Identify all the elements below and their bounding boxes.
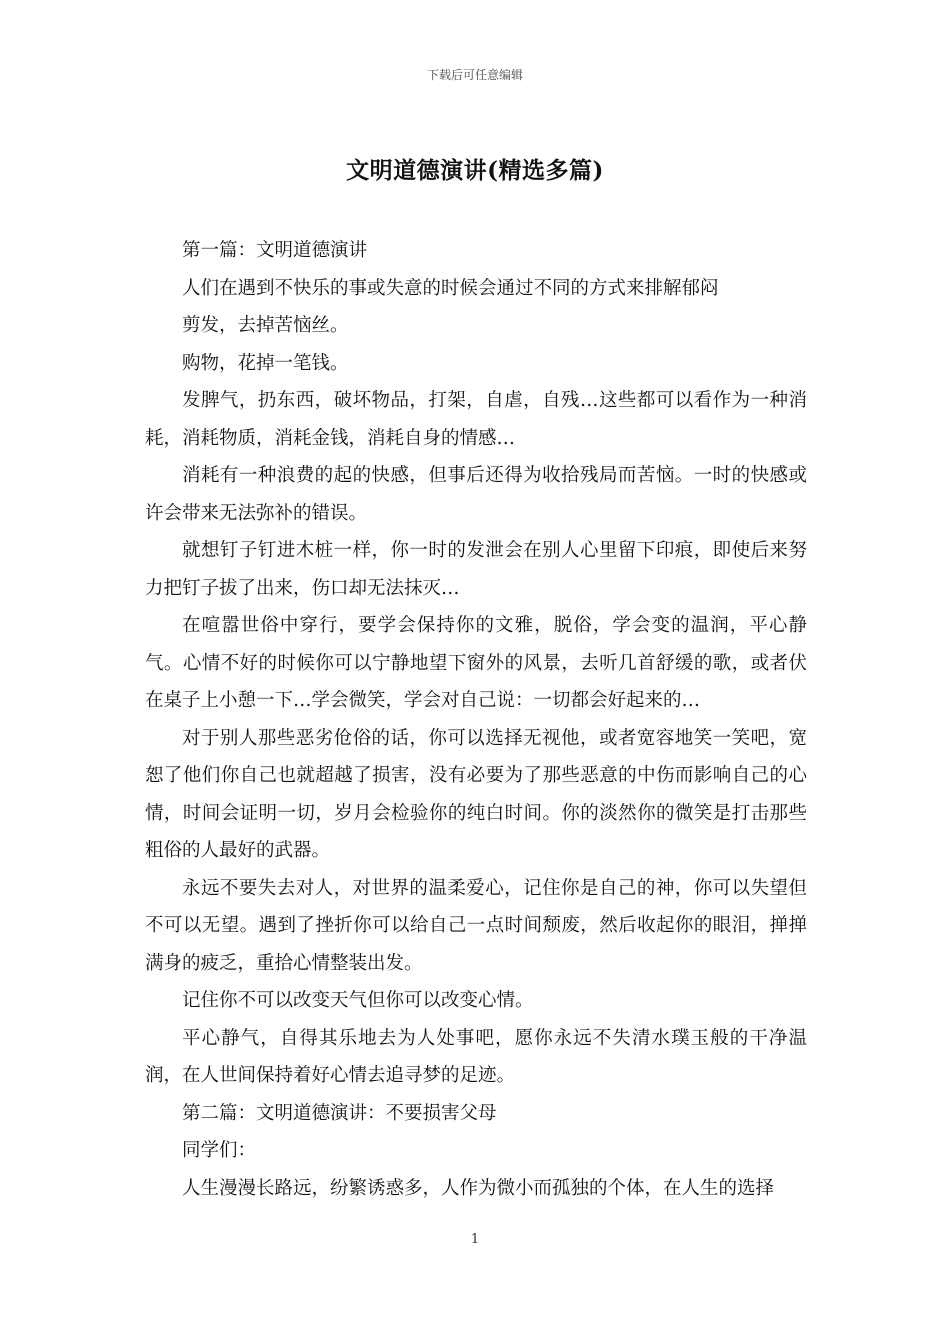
page-number: 1 [470, 1232, 480, 1247]
paragraph: 永远不要失去对人，对世界的温柔爱心，记住你是自己的神，你可以失望但不可以无望。遇到了挫折你可以给自己一点时间颓废，然后收起你的眼泪，掸掸满身的疲乏，重拾心情整装出发。 [145, 877, 807, 974]
paragraph: 同学们： [182, 1140, 257, 1161]
paragraph: 购物，花掉一笔钱。 [182, 352, 349, 374]
paragraph: 人生漫漫长路远，纷繁诱惑多，人作为微小而孤独的个体，在人生的选择 [182, 1177, 775, 1199]
paragraph: 发脾气，扔东西，破坏物品，打架，自虐，自残…这些都可以看作为一种消耗，消耗物质，消耗金钱，消耗自身的情感… [145, 390, 807, 449]
paragraph: 消耗有一种浪费的起的快感，但事后还得为收拾残局而苦恼。一时的快感或许会带来无法弥补的错误。 [145, 465, 807, 524]
paragraph: 平心静气，自得其乐地去为人处事吧，愿你永远不失清水璞玉般的干净温润，在人世间保持着好心情去追寻梦的足迹。 [145, 1027, 807, 1086]
document-body [145, 232, 807, 1207]
paragraph: 在喧嚣世俗中穿行，要学会保持你的文雅，脱俗，学会变的温润，平心静气。心情不好的时候你可以宁静地望下窗外的风景，去听几首舒缓的歌，或者伏在桌子上小憩一下…学会微笑，学会对自己说：一切都会好起来的… [145, 615, 807, 711]
paragraph: 剪发，去掉苦恼丝。 [182, 315, 349, 336]
paragraph: 就想钉子钉进木桩一样，你一时的发泄会在别人心里留下印痕，即使后来努力把钉子拔了出来，伤口却无法抹灭… [145, 540, 807, 599]
paragraph: 对于别人那些恶劣伧俗的话，你可以选择无视他，或者宽容地笑一笑吧，宽恕了他们你自己也就超越了损害，没有必要为了那些恶意的中伤而影响自己的心情，时间会证明一切，岁月会检验你的纯白时间。你的淡然你的微笑是打击那些粗俗的人最好的武器。 [145, 727, 807, 861]
paragraph: 记住你不可以改变天气但你可以改变心情。 [182, 990, 534, 1011]
paragraph: 人们在遇到不快乐的事或失意的时候会通过不同的方式来排解郁闷 [182, 277, 719, 299]
section-heading: 第一篇：文明道德演讲 [182, 240, 368, 261]
page-header-note: 下载后可任意编辑 [426, 68, 523, 82]
section-heading: 第二篇：文明道德演讲：不要损害父母 [182, 1102, 497, 1124]
document-title: 文明道德演讲(精选多篇) [346, 157, 604, 184]
